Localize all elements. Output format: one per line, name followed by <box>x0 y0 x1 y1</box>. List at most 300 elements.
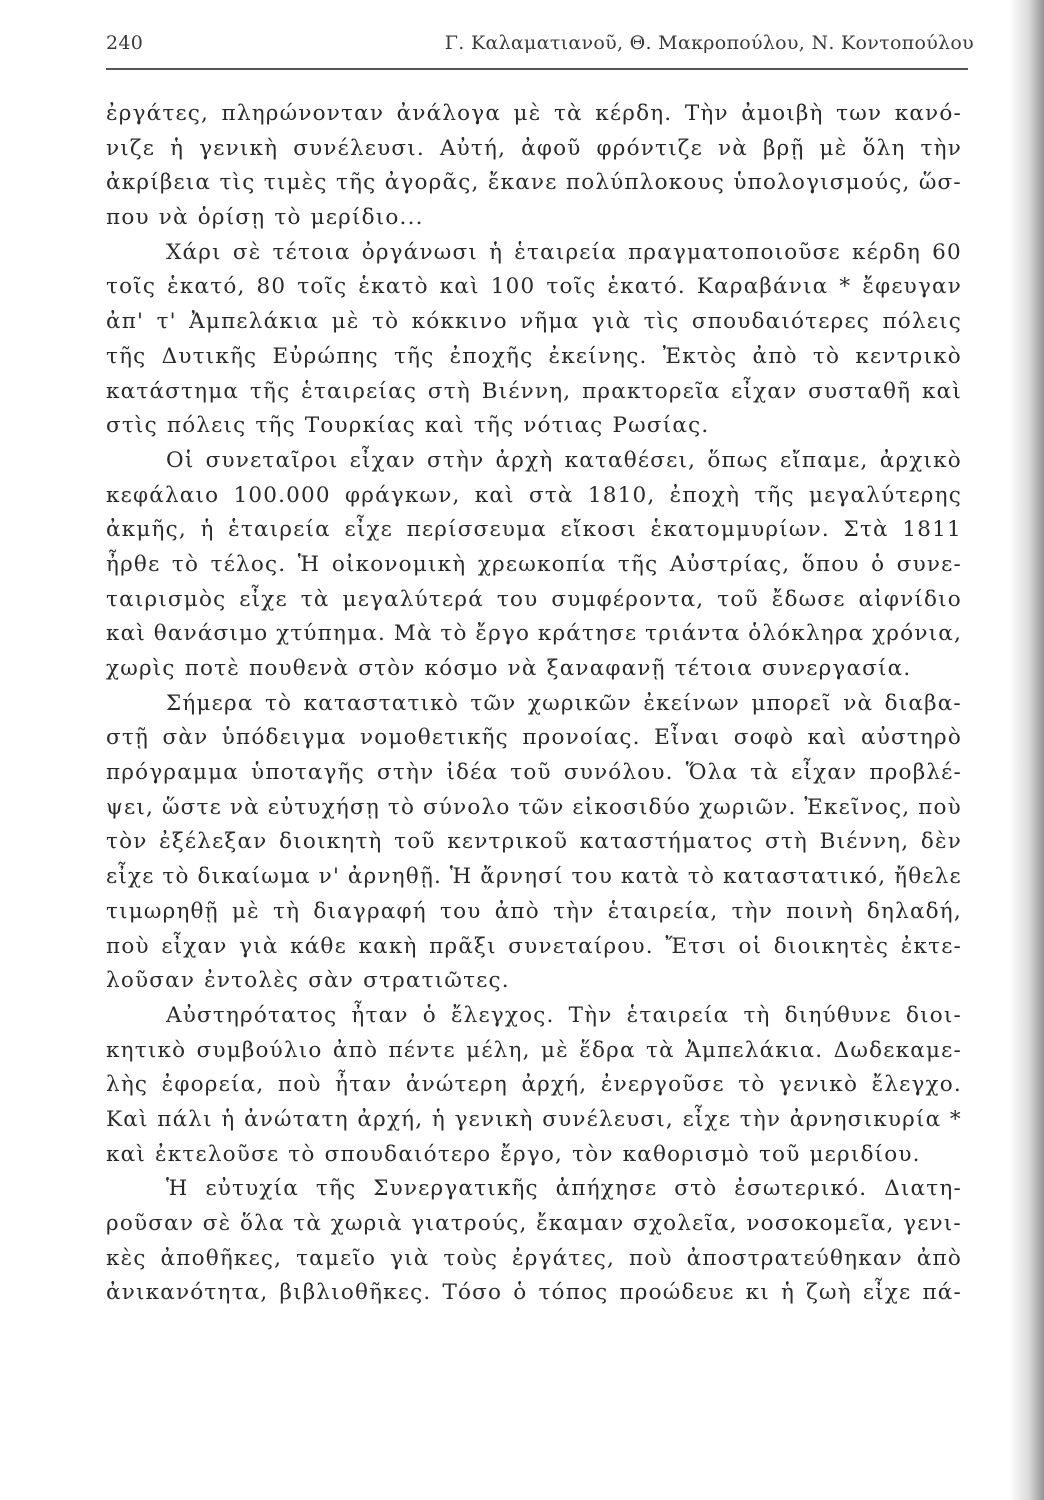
word: Ἡ <box>166 1176 189 1202</box>
word: μεγαλύτερης <box>808 482 962 508</box>
text-line <box>106 583 962 618</box>
word: ἑκατό. <box>607 274 686 300</box>
word: διοι- <box>905 1002 962 1028</box>
word: διηύθυνε <box>784 1002 892 1028</box>
word: ποὺ <box>628 1245 673 1271</box>
word: ἀπὸ <box>916 1245 962 1271</box>
word: ὑπόδειγμα <box>221 725 347 751</box>
word: ταμεῖο <box>296 1245 377 1271</box>
word: ἑταιρεία <box>514 239 617 265</box>
word: καθορισμὸ <box>622 1141 750 1167</box>
word: ζωὴ <box>806 1280 852 1306</box>
word: χτύπημα. <box>276 621 387 647</box>
word: ἀγορᾶς, <box>384 170 480 196</box>
word: τῆς <box>106 343 147 369</box>
word: εἶχε <box>344 517 394 543</box>
word: νοσοκομεῖα, <box>746 1211 895 1236</box>
word: πρακτορεῖα <box>582 378 721 404</box>
word: τὸν <box>106 829 148 855</box>
word: στὸν <box>358 656 416 681</box>
word: συνόλου. <box>563 760 674 786</box>
word: τὰ <box>293 1211 323 1236</box>
word: εἶχαν <box>791 760 858 786</box>
word: ὁλόκληρα <box>748 621 865 647</box>
word: καὶ <box>439 274 480 300</box>
word: τοῖς <box>297 274 348 300</box>
word: μπορεῖ <box>751 690 832 716</box>
text-line <box>106 999 962 1034</box>
word: καὶ <box>424 413 465 439</box>
word: ἔργο <box>475 621 531 647</box>
word: αἰφνίδιο <box>858 586 962 612</box>
text-line <box>106 1276 962 1311</box>
word: μὲ <box>540 1037 569 1063</box>
word: κακὴ <box>358 933 418 959</box>
word: τέτοια <box>674 656 753 681</box>
word: 1811 <box>902 517 962 543</box>
word: εἶχαν <box>731 378 798 404</box>
word: διοικητὴ <box>279 829 383 855</box>
word: ὁρίσῃ <box>197 205 266 231</box>
word: στρατιῶτες. <box>363 968 510 994</box>
word: Ἡ <box>449 864 473 890</box>
word: πά- <box>922 1280 962 1306</box>
word: εἰκοσιδύο <box>572 794 692 820</box>
word: γιὰ <box>591 309 632 335</box>
text-line <box>106 1172 962 1207</box>
word: σὰν <box>308 968 355 994</box>
running-header <box>106 32 974 66</box>
word: 100 <box>490 274 536 300</box>
word: καὶ <box>106 1141 146 1167</box>
word: ποτὲ <box>184 656 240 681</box>
word: φράγκων, <box>345 482 461 508</box>
word: νὰ <box>843 690 874 716</box>
word: ἐκτελοῦσε <box>155 1141 280 1167</box>
word: ἡ <box>170 135 185 161</box>
word: Συνεργατικῆς <box>373 1176 539 1202</box>
word: τὴ <box>273 898 301 924</box>
word: τοῦ <box>758 1141 801 1167</box>
text-line <box>106 166 962 201</box>
text-line <box>106 825 962 860</box>
word: τὸ <box>387 794 416 820</box>
word: ἀπὸ <box>752 343 798 369</box>
word: τοῦ <box>510 760 552 786</box>
word: Αὐτή, <box>439 135 507 161</box>
word: συμφέροντα, <box>551 586 705 612</box>
word: τὶς <box>643 309 680 335</box>
word: τὴν <box>739 1106 782 1132</box>
word: Ὅλα <box>685 760 739 786</box>
word: ἡ <box>200 517 215 543</box>
word: μὲ <box>331 309 360 335</box>
word: Δωδεκαμε- <box>833 1037 962 1063</box>
word: γενι- <box>903 1211 962 1236</box>
word: μὲ <box>231 898 260 924</box>
word: ἀρχὴ <box>495 447 554 473</box>
word: προώδευε <box>619 1280 735 1306</box>
word: πολύπλοκους <box>565 170 726 196</box>
word: ἐποχὴ <box>669 482 741 508</box>
word: Ἡ <box>297 551 321 577</box>
word: εἶχαν <box>161 933 228 959</box>
word: ἐξέλεξαν <box>159 829 268 855</box>
word: εἶχε <box>862 1280 912 1306</box>
word: κάθε <box>290 933 347 959</box>
word: μεγαλύτερά <box>342 586 484 612</box>
word: συνέλευσι, <box>542 1106 674 1132</box>
word: ξαναφανῇ <box>546 656 666 681</box>
word: σὲ <box>202 1211 232 1236</box>
word: πάλι <box>157 1106 213 1132</box>
word: εἶχαν <box>349 447 416 473</box>
word: τοῦ <box>717 586 759 612</box>
word: τῆς <box>394 343 435 369</box>
word: του <box>571 864 614 890</box>
word: ἑταιρεία <box>626 1002 730 1028</box>
word: ἐργάτες, <box>106 101 210 126</box>
word: ἀκρίβεια <box>106 170 212 196</box>
word: πληρώνονταν <box>221 101 385 126</box>
word: Οἱ <box>166 447 195 473</box>
word: πόλεις <box>166 413 247 439</box>
word: ἔφευγαν <box>862 274 962 300</box>
word: ἦταν <box>335 1072 393 1098</box>
word: * <box>839 274 852 300</box>
word: ἀρχικὸ <box>879 447 962 473</box>
word: ἐσωτερικό. <box>734 1176 868 1202</box>
word: Ρωσίας. <box>612 413 710 439</box>
word: τιμωρηθῇ <box>106 898 219 924</box>
word: νιζε <box>106 135 156 161</box>
word: ἀνικανότητα, <box>106 1280 269 1306</box>
word: ἡ <box>489 239 504 265</box>
word: Τὴν <box>684 101 729 126</box>
word: Σήμερα <box>166 690 254 716</box>
word: ἔδωσε <box>771 586 846 612</box>
word: Βιέννη, <box>481 378 572 404</box>
text-line <box>106 1207 962 1242</box>
word: ἀπὸ <box>494 898 540 924</box>
word: πραγματοποιοῦσε <box>628 239 841 265</box>
word: κατάστημα <box>106 378 240 404</box>
text-line <box>106 305 962 340</box>
word: κεντρικοῦ <box>447 829 569 855</box>
word: Ἔτσι <box>665 933 727 959</box>
text-line <box>106 236 962 271</box>
word: τῆς <box>255 413 296 439</box>
word: τῆς <box>473 413 515 439</box>
word: σοφὸ <box>733 725 795 751</box>
word: ἀρνησικυρία <box>789 1106 942 1132</box>
word: γενικὴ <box>454 1106 534 1132</box>
word: τὴν <box>731 898 774 924</box>
word: Ἀμπελάκια. <box>685 1037 824 1063</box>
word: κέρδη. <box>595 101 673 126</box>
text-line <box>106 270 962 305</box>
word: γιατρούς, <box>411 1211 528 1236</box>
word: καταστατικὸ <box>303 690 459 716</box>
word: Εἶναι <box>654 725 721 751</box>
word: νὰ <box>507 656 538 681</box>
word: ἑκατὸ <box>358 274 429 300</box>
word: καταστήματος <box>579 829 754 855</box>
word: 60 <box>932 239 962 265</box>
word: συνεταίρου. <box>508 933 654 959</box>
word: δικαίωμα <box>197 864 311 890</box>
word: χωριὰ <box>330 1211 403 1236</box>
word: συσταθῆ <box>808 378 912 404</box>
word: συνεταῖροι <box>205 447 339 473</box>
word: συνέλευσι. <box>293 135 425 161</box>
word: ροῦσαν <box>106 1211 195 1236</box>
word: ἐκτε- <box>900 933 962 959</box>
word: τοῖς <box>546 274 597 300</box>
word: τόπος <box>538 1280 609 1306</box>
word: ἦρθε <box>106 551 161 577</box>
word: νὰ <box>717 135 748 161</box>
word: ἀπ' <box>106 309 145 335</box>
word: αὐστηρὸ <box>860 725 962 751</box>
word: κὲς <box>106 1245 147 1271</box>
word: ὅλη <box>862 135 906 161</box>
text-line <box>106 1034 962 1069</box>
word: Δυτικῆς <box>161 343 258 369</box>
word: ὅπως <box>707 447 769 473</box>
word: προνοίας. <box>522 725 641 751</box>
text-line <box>106 201 962 236</box>
text-line <box>106 479 962 514</box>
word: λὴς <box>106 1072 149 1098</box>
word: τέτοια <box>272 239 351 265</box>
word: χρόνια, <box>872 621 962 647</box>
word: ἡ <box>431 1106 446 1132</box>
word: ἐργάτες, <box>512 1245 616 1271</box>
word: τοῦ <box>394 829 436 855</box>
text-line <box>106 964 962 999</box>
word: χωρικῶν <box>527 690 632 716</box>
word: καὶ <box>474 482 515 508</box>
word: ἐκείνης. <box>548 343 648 369</box>
word: γιὰ <box>390 1245 430 1271</box>
word: μέλη, <box>466 1037 531 1063</box>
text-line <box>106 617 962 652</box>
word: Διατη- <box>884 1176 962 1202</box>
text-line <box>106 1103 962 1138</box>
word: τὰ <box>300 586 330 612</box>
word: συνεργασία. <box>761 656 912 681</box>
word: τοὺς <box>443 1245 499 1271</box>
word: τὸ <box>162 864 190 890</box>
word: ἀνώτερη <box>405 1072 508 1098</box>
word: βιβλιοθῆκες. <box>279 1280 432 1306</box>
page-spine-shadow <box>1010 0 1044 1500</box>
word: ἀρνηθῇ. <box>347 864 443 890</box>
word: στῇ <box>106 725 150 751</box>
text-line <box>106 791 962 826</box>
word: ἀκμῆς, <box>106 517 187 543</box>
word: δηλαδή, <box>866 898 962 924</box>
body-text <box>106 97 962 1311</box>
text-line <box>106 687 962 722</box>
word: ποὺ <box>918 794 962 820</box>
running-title: Γ. Καλαματιανοῦ, Θ. Μακροπούλου, Ν. Κοντοπούλου <box>444 32 974 54</box>
word: καὶ <box>921 378 962 404</box>
word: μὲ <box>513 101 542 126</box>
word: εἶχε <box>106 864 155 890</box>
word: ἀποστρατεύθηκαν <box>686 1245 903 1271</box>
word: καὶ <box>807 725 848 751</box>
word: πουθενὰ <box>249 656 350 681</box>
word: ἕδρα <box>579 1037 636 1063</box>
word: ὁ <box>422 1002 437 1028</box>
word: ἡ <box>221 1106 236 1132</box>
word: εἶχε <box>239 586 288 612</box>
text-line <box>106 860 962 895</box>
word: γενικὸ <box>779 1072 859 1098</box>
word: τὸ <box>264 690 293 716</box>
word: στὴ <box>764 829 808 855</box>
word: τ' <box>156 309 177 335</box>
text-line <box>106 1242 962 1277</box>
word: συμβούλιο <box>196 1037 323 1063</box>
word: ν' <box>318 864 341 890</box>
word: ὥστε <box>161 794 222 820</box>
word: νῆμα <box>520 309 580 335</box>
word: χωριῶν. <box>699 794 797 820</box>
word: του <box>440 898 482 924</box>
word: εὐτυχία <box>205 1176 299 1202</box>
word: Τόσο <box>442 1280 503 1306</box>
text-line <box>106 132 962 167</box>
text-line <box>106 444 962 479</box>
word: σχολεῖα, <box>633 1211 738 1236</box>
word: Ἐκτὸς <box>662 343 738 369</box>
word: τιμὲς <box>263 170 328 196</box>
word: τὴ <box>743 1002 771 1028</box>
word: διαβα- <box>884 690 962 716</box>
word: σὰν <box>162 725 209 751</box>
text-line <box>106 1138 962 1173</box>
text-line <box>106 652 962 687</box>
word: τὸ <box>274 205 302 231</box>
word: νὰ <box>158 205 189 231</box>
word: καὶ <box>106 621 146 647</box>
word: σὲ <box>232 239 262 265</box>
word: κι <box>745 1280 770 1306</box>
text-line <box>106 721 962 756</box>
word: Βιέννη, <box>819 829 910 855</box>
word: νὰ <box>229 794 260 820</box>
word: ἡ <box>780 1280 796 1306</box>
word: ἀποθῆκες, <box>160 1245 283 1271</box>
text-line <box>106 1068 962 1103</box>
word: ἄρνησί <box>480 864 564 890</box>
word: ἔλεγχο. <box>871 1072 962 1098</box>
word: * <box>949 1106 962 1132</box>
word: χρεωκοπία <box>477 551 607 577</box>
word: ὅπου <box>801 551 860 577</box>
word: κεφάλαιο <box>106 482 220 508</box>
word: Τουρκίας <box>304 413 416 439</box>
word: καταθέσει, <box>564 447 697 473</box>
word: γενικὴ <box>199 135 279 161</box>
word: Καὶ <box>106 1106 149 1132</box>
text-line <box>106 409 962 444</box>
word: Εὐρώπης <box>272 343 379 369</box>
word: κόσμο <box>424 656 499 681</box>
word: τὰ <box>646 1037 675 1063</box>
text-line <box>106 375 962 410</box>
word: ἀφοῦ <box>521 135 582 161</box>
word: ὁ <box>513 1280 528 1306</box>
word: γιὰ <box>239 933 279 959</box>
word: νομοθετικῆς <box>360 725 509 751</box>
word: ἑκατομμυρίων. <box>650 517 830 543</box>
word: Στὰ <box>843 517 889 543</box>
word: ποὺ <box>106 933 150 959</box>
word: τῶν <box>470 690 517 716</box>
word: των <box>836 101 883 126</box>
word: σπουδαιότερο <box>324 1141 492 1167</box>
word: Μὰ <box>393 621 433 647</box>
word: τὸ <box>440 621 468 647</box>
word: ποινὴ <box>786 898 854 924</box>
word: τῆς <box>617 551 659 577</box>
word: ἀπήχησε <box>555 1176 658 1202</box>
word: Τὴν <box>568 1002 613 1028</box>
word: Χάρι <box>166 239 222 265</box>
word: κόκκινο <box>411 309 508 335</box>
word: κράτησε <box>537 621 638 647</box>
word: εἴκοσι <box>560 517 637 543</box>
word: ἀνάλογα <box>396 101 502 126</box>
word: κητικὸ <box>106 1037 187 1063</box>
word: τὶς <box>219 170 256 196</box>
word: χωρὶς <box>106 656 176 681</box>
word: 1810, <box>587 482 656 508</box>
word: τῆς <box>754 482 795 508</box>
word: τὰ <box>553 101 583 126</box>
word: ὑποταγῆς <box>251 760 365 786</box>
word: ἐποχῆς <box>449 343 534 369</box>
text-line <box>106 930 962 965</box>
word: 100.000 <box>233 482 331 508</box>
word: ἤθελε <box>894 864 962 890</box>
word: πρόγραμμα <box>106 760 239 786</box>
text-line <box>106 895 962 930</box>
word: φρόντιζε <box>596 135 703 161</box>
word: τῆς <box>336 170 377 196</box>
word: τὸ <box>171 551 200 577</box>
word: ἀρχή, <box>521 1072 588 1098</box>
word: στὶς <box>106 413 158 439</box>
word: θανάσιμο <box>153 621 269 647</box>
word: τῶν <box>518 794 565 820</box>
word: κέρδη <box>852 239 922 265</box>
word: στὰ <box>528 482 574 508</box>
word: ἑταιρεία <box>228 517 331 543</box>
word: μεριδίου. <box>809 1141 921 1167</box>
word: τῆς <box>315 1176 357 1202</box>
word: τὸ <box>371 309 400 335</box>
word: συνε- <box>896 551 962 577</box>
word: ψει, <box>106 794 155 820</box>
word: Αὐστηρότατος <box>166 1002 338 1028</box>
word: κανό- <box>894 101 962 126</box>
word: διαγραφή <box>313 898 427 924</box>
